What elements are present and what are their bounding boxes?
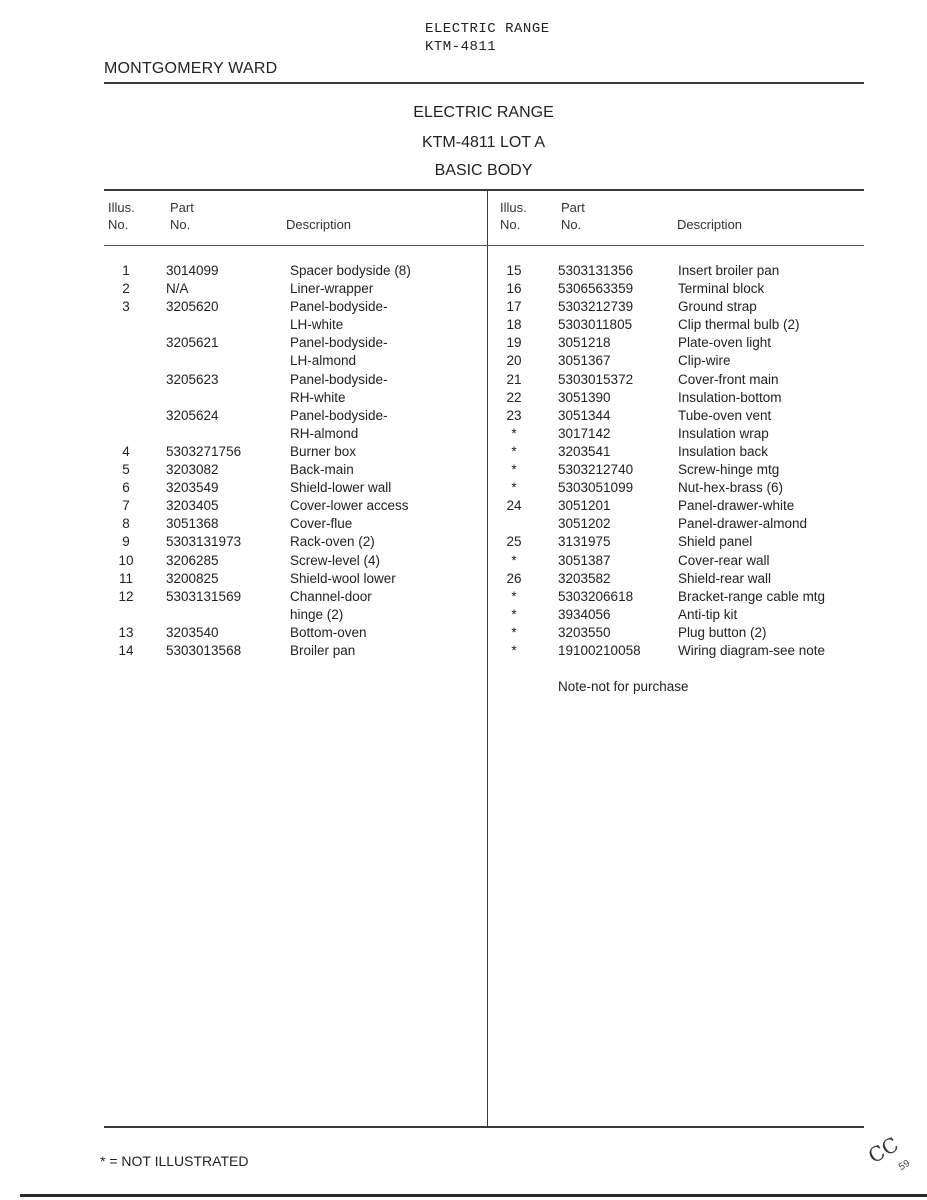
part-description: Bottom-oven [290,624,367,640]
illus-number: 18 [506,317,522,333]
handwritten-initials: CC [864,1131,903,1169]
part-description: LH-white [290,317,344,333]
part-number: N/A [166,281,189,297]
part-number: 5303271756 [166,443,242,459]
table-top-rule [104,189,864,191]
part-description: Clip-wire [678,353,731,369]
part-description: Broiler pan [290,642,356,658]
part-description: RH-almond [290,425,359,441]
part-label: Part [561,200,585,215]
part-description: Nut-hex-brass (6) [678,480,784,496]
column-divider [487,191,488,1128]
part-number: 3051201 [558,498,611,514]
part-number: 3051367 [558,353,611,369]
part-number: 3203550 [558,624,611,640]
part-description: Spacer bodyside (8) [290,263,411,278]
part-description: Rack-oven (2) [290,534,375,550]
part-number: 3934056 [558,606,611,622]
illus-number: 10 [118,552,134,568]
header-bottom-rule [104,245,864,246]
part-number: 5303131356 [558,263,634,278]
illus-number: 17 [506,299,522,315]
part-number: 3017142 [558,425,611,441]
part-number: 3051344 [558,407,611,423]
part-number: 3051390 [558,389,611,405]
part-number: 3203540 [166,624,219,640]
left-part-header [170,199,194,233]
part-description: Terminal block [678,281,765,297]
part-number: 3014099 [166,263,219,278]
no-label: No. [170,217,191,232]
part-number: 5303051099 [558,480,634,496]
part-description: hinge (2) [290,606,344,622]
part-description: LH-almond [290,353,357,369]
illus-number: 2 [122,281,130,297]
part-number: 3051368 [166,516,219,532]
part-description: Panel-bodyside- [290,371,388,387]
handwritten-number: 59 [896,1157,913,1174]
part-description: Insulation-bottom [678,389,782,405]
part-number: 5303131973 [166,534,242,550]
illus-number: 4 [122,443,130,459]
not-illustrated-legend: * = NOT ILLUSTRATED [100,1153,249,1169]
part-number: 3051387 [558,552,611,568]
table-bottom-rule [104,1126,864,1128]
typed-header-line2: KTM-4811 [425,39,497,55]
illus-number: * [511,443,517,459]
illus-number: 16 [506,281,522,297]
part-number: 3200825 [166,570,219,586]
left-description-header: Description [286,217,352,232]
part-description: Bracket-range cable mtg [678,588,826,604]
part-description: Ground strap [678,299,757,315]
part-description: Panel-drawer-almond [678,516,808,532]
part-description: Channel-door [290,588,372,604]
illus-number: 15 [506,263,522,278]
no-label: No. [500,217,521,232]
part-description: Panel-bodyside- [290,335,388,351]
illus-number: 26 [506,570,522,586]
part-number: 3205624 [166,407,219,423]
illus-number: 8 [122,516,130,532]
model-lot: KTM-4811 LOT A [421,134,545,151]
part-description: Insert broiler pan [678,263,780,278]
part-number: 3203582 [558,570,611,586]
illus-number: 14 [118,642,134,658]
illus-number: 1 [122,263,130,278]
left-illus-header [108,199,135,233]
illus-number: 11 [118,570,133,586]
illus-number: 23 [506,407,522,423]
illus-label: Illus. [108,200,135,215]
part-number: 5303212739 [558,299,634,315]
purchase-note: Note-not for purchase [558,679,689,694]
part-number: 5303212740 [558,462,634,478]
part-number: 3131975 [558,534,611,550]
part-description: Panel-bodyside- [290,299,388,315]
illus-number: 5 [122,462,130,478]
part-label: Part [170,200,194,215]
part-description: Liner-wrapper [290,281,374,297]
part-number: 3203541 [558,443,611,459]
illus-number: 7 [122,498,130,514]
part-number: 3205621 [166,335,219,351]
part-description: Panel-drawer-white [678,498,795,514]
part-description: Back-main [290,462,354,478]
illus-number: 13 [118,624,134,640]
part-description: Screw-hinge mtg [678,462,780,478]
part-number: 5303013568 [166,642,242,658]
page-title: ELECTRIC RANGE [413,104,554,121]
illus-number: 20 [506,353,522,369]
part-description: Panel-bodyside- [290,407,388,423]
illus-number: * [511,480,517,496]
part-number: 3051202 [558,516,611,532]
illus-label: Illus. [500,200,527,215]
illus-number: 22 [506,389,522,405]
illus-number: 24 [506,498,522,514]
illus-number: 21 [506,371,522,387]
no-label: No. [561,217,582,232]
right-part-header [561,199,585,233]
part-description: Cover-rear wall [678,552,770,568]
illus-number: * [511,588,517,604]
part-number: 3051218 [558,335,611,351]
illus-number: * [511,425,517,441]
part-description: Anti-tip kit [678,606,738,622]
illus-number: * [511,552,517,568]
part-number: 3203549 [166,480,219,496]
part-number: 5306563359 [558,281,634,297]
part-description: Screw-level (4) [290,552,381,568]
part-number: 5303131569 [166,588,242,604]
part-description: Cover-front main [678,371,779,387]
part-number: 5303206618 [558,588,634,604]
illus-number: 19 [506,335,522,351]
part-description: Cover-flue [290,516,353,532]
part-number: 19100210058 [558,642,641,658]
section-title: BASIC BODY [434,162,533,179]
illus-number: * [511,642,517,658]
right-description-header: Description [677,217,743,232]
part-description: Shield-lower wall [290,480,392,496]
part-number: 3203082 [166,462,219,478]
part-description: Shield-rear wall [678,570,772,586]
illus-number: 9 [122,534,130,550]
part-description: Plug button (2) [678,624,767,640]
part-description: Cover-lower access [290,498,409,514]
page-bottom-edge [20,1194,927,1197]
part-number: 3205623 [166,371,219,387]
header-rule [104,82,864,84]
part-description: Clip thermal bulb (2) [678,317,800,333]
brand-name: MONTGOMERY WARD [104,60,278,77]
part-description: Burner box [290,443,357,459]
right-illus-header [500,199,527,233]
part-description: Shield-wool lower [290,570,396,586]
illus-number: * [511,606,517,622]
part-number: 3205620 [166,299,219,315]
part-description: Plate-oven light [678,335,772,351]
part-description: Insulation wrap [678,425,769,441]
illus-number: 25 [506,534,522,550]
part-description: Insulation back [678,443,769,459]
part-description: Wiring diagram-see note [678,642,826,658]
part-number: 5303011805 [558,317,633,333]
illus-number: * [511,624,517,640]
illus-number: 3 [122,299,130,315]
illus-number: 12 [118,588,134,604]
illus-number: * [511,462,517,478]
part-description: RH-white [290,389,346,405]
no-label: No. [108,217,129,232]
typed-header-line1: ELECTRIC RANGE [425,21,550,37]
part-number: 3206285 [166,552,219,568]
part-description: Shield panel [678,534,753,550]
part-number: 5303015372 [558,371,634,387]
part-number: 3203405 [166,498,219,514]
part-description: Tube-oven vent [678,407,772,423]
illus-number: 6 [122,480,130,496]
